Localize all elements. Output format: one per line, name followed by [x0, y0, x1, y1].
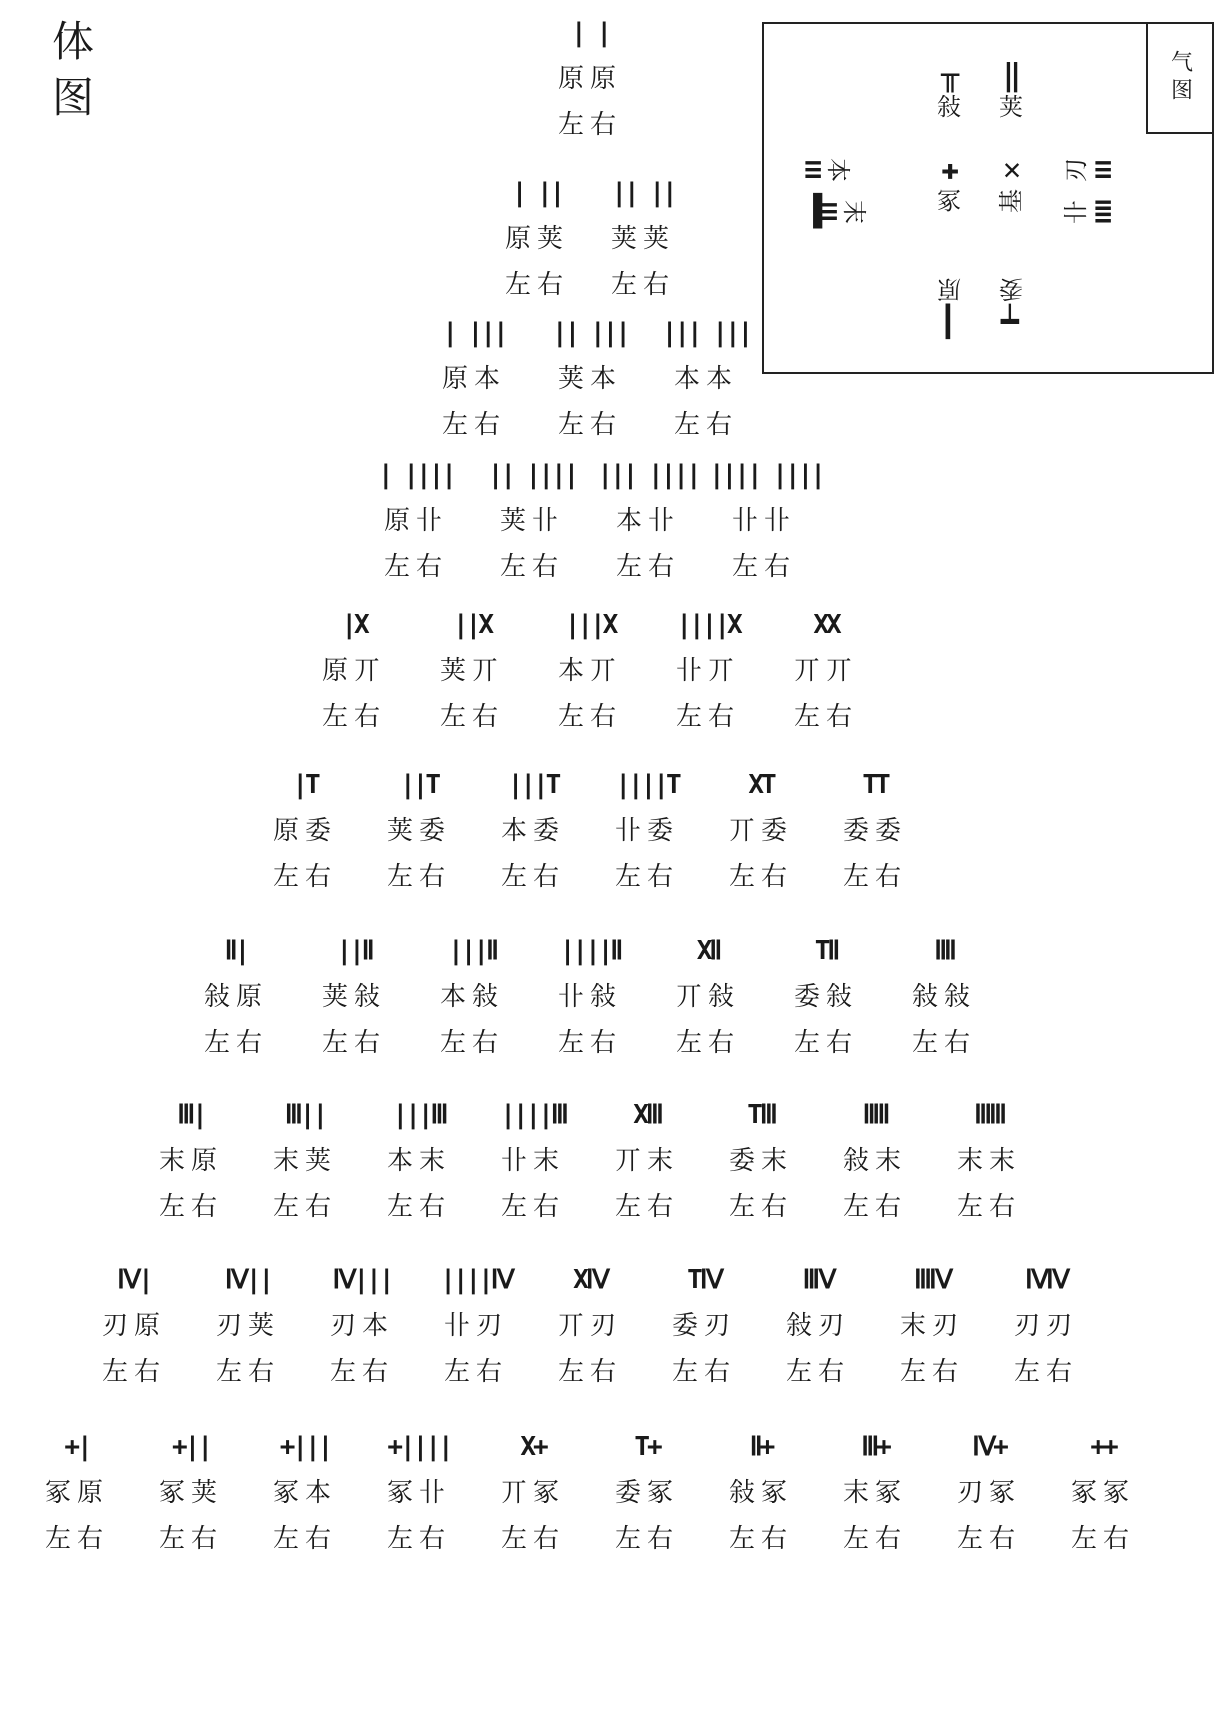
hexagram-cell: [477, 460, 587, 582]
left-right-label: 左右: [728, 1524, 793, 1554]
cell-name: 刃原: [101, 1311, 166, 1341]
title-line-1: 体: [52, 17, 97, 66]
left-right-label: 左右: [842, 1192, 907, 1222]
hexagram-cell: [649, 1265, 759, 1387]
hexagram-cell: [820, 1100, 930, 1222]
hexagram-cell: [592, 1432, 702, 1554]
rod-numeral-glyph: ||| |||: [661, 318, 751, 348]
left-right-label: 左右: [439, 702, 504, 732]
hexagram-cell: [1048, 1432, 1158, 1554]
legend-char: 本: [824, 158, 853, 182]
legend-top-left: [924, 60, 974, 122]
hexagram-cell: [364, 1100, 474, 1222]
hexagram-cell: [820, 770, 930, 892]
cell-name: 委敍: [793, 982, 858, 1012]
left-right-label: 左右: [321, 702, 386, 732]
legend-center-left: [924, 154, 974, 216]
rod-numeral-glyph: ||| ||||: [597, 460, 699, 490]
hexagram-cell: [361, 460, 471, 582]
cell-name: 本委: [500, 816, 565, 846]
cell-name: 丌委: [728, 816, 793, 846]
rod-numeral-glyph: || ||||: [487, 460, 577, 490]
left-right-label: 左右: [383, 552, 448, 582]
rod-numeral-glyph: XX: [813, 610, 839, 640]
rod-numeral-glyph: Ⅳ|: [117, 1265, 151, 1295]
rod-numeral-glyph: XⅡ: [696, 936, 720, 966]
cell-name: 敍冢: [728, 1478, 793, 1508]
hexagram-cell: [364, 1432, 474, 1554]
cell-name: 末荚: [272, 1146, 337, 1176]
hexagram-cell: [136, 1100, 246, 1222]
left-right-label: 左右: [321, 1028, 386, 1058]
legend-glyph: ✚: [940, 152, 958, 187]
hexagram-cell: [588, 178, 698, 300]
cell-name: 刃荚: [215, 1311, 280, 1341]
cell-name: 荚荚: [610, 224, 675, 254]
hexagram-cell: [482, 178, 592, 300]
hexagram-cell: [478, 1432, 588, 1554]
legend-bottom-left: [924, 274, 974, 336]
rod-numeral-glyph: XT: [748, 770, 774, 800]
cell-name: 末末: [956, 1146, 1021, 1176]
page-title: [52, 14, 96, 126]
hexagram-cell: [417, 936, 527, 1058]
rod-numeral-glyph: ⅡⅡ: [934, 936, 954, 966]
legend-char: 原: [937, 275, 961, 303]
cell-name: 本卝: [615, 506, 680, 536]
hexagram-cell: [593, 460, 703, 582]
rod-numeral-glyph: ⅢⅣ: [914, 1265, 950, 1295]
cell-name: 本本: [673, 364, 738, 394]
left-right-label: 左右: [842, 1524, 907, 1554]
hexagram-cell: [417, 610, 527, 732]
cell-name: 卝丌: [675, 656, 740, 686]
legend-char: 末: [840, 200, 869, 224]
rod-numeral-glyph: T+: [634, 1432, 660, 1462]
cell-name: 委末: [728, 1146, 793, 1176]
hexagram-cell: [364, 770, 474, 892]
left-right-label: 左右: [610, 270, 675, 300]
cell-name: 冢本: [272, 1478, 337, 1508]
hexagram-cell: [478, 1100, 588, 1222]
left-right-label: 左右: [158, 1524, 223, 1554]
cell-name: 冢原: [44, 1478, 109, 1508]
rod-numeral-glyph: |||Ⅲ: [392, 1100, 446, 1130]
left-right-label: 左右: [386, 1192, 451, 1222]
rod-numeral-glyph: ⅡⅣ: [802, 1265, 834, 1295]
cell-name: 卝卝: [731, 506, 796, 536]
hexagram-cell: [651, 318, 761, 440]
legend-left-top: [804, 154, 884, 186]
left-right-label: 左右: [215, 1357, 280, 1387]
cell-name: 委冢: [614, 1478, 679, 1508]
rod-numeral-glyph: | ||||: [378, 460, 454, 490]
rod-numeral-glyph: XⅢ: [633, 1100, 661, 1130]
hexagram-cell: [193, 1265, 303, 1387]
rod-numeral-glyph: ⅣⅣ: [1025, 1265, 1067, 1295]
hexagram-cell: [79, 1265, 189, 1387]
left-right-label: 左右: [899, 1357, 964, 1387]
rod-numeral-glyph: || |||: [552, 318, 628, 348]
hexagram-cell: [592, 1100, 702, 1222]
left-right-label: 左右: [500, 862, 565, 892]
legend-char: 委: [999, 275, 1023, 303]
left-right-label: 左右: [439, 1028, 504, 1058]
hexagram-cell: [820, 1432, 930, 1554]
left-right-label: 左右: [158, 1192, 223, 1222]
legend-glyph: ✕: [1002, 152, 1020, 187]
cell-name: 丌刃: [557, 1311, 622, 1341]
legend-glyph: ≡: [804, 152, 821, 187]
left-right-label: 左右: [504, 270, 569, 300]
hexagram-cell: [709, 460, 823, 582]
cell-name: 荚丌: [439, 656, 504, 686]
rod-numeral-glyph: ||||X: [676, 610, 740, 640]
legend-char: 冢: [937, 187, 961, 215]
cell-name: 原委: [272, 816, 337, 846]
legend-char: 刃: [1062, 158, 1090, 182]
left-right-label: 左右: [728, 1192, 793, 1222]
rod-numeral-glyph: | |: [571, 18, 609, 48]
rod-numeral-glyph: XⅣ: [573, 1265, 607, 1295]
hexagram-cell: [934, 1100, 1044, 1222]
hexagram-cell: [299, 610, 409, 732]
cell-name: 委委: [842, 816, 907, 846]
left-right-label: 左右: [203, 1028, 268, 1058]
cell-name: 原本: [441, 364, 506, 394]
hexagram-cell: [991, 1265, 1101, 1387]
cell-name: 卝末: [500, 1146, 565, 1176]
left-right-label: 左右: [671, 1357, 736, 1387]
left-right-label: 左右: [614, 862, 679, 892]
left-right-label: 左右: [793, 1028, 858, 1058]
legend-char: 荚: [999, 93, 1023, 121]
cell-name: 末原: [158, 1146, 223, 1176]
hexagram-cell: [250, 1432, 360, 1554]
hexagram-cell: [181, 936, 291, 1058]
rod-numeral-glyph: ++: [1090, 1432, 1116, 1462]
left-right-label: 左右: [956, 1192, 1021, 1222]
rod-numeral-glyph: ⅡⅢ: [862, 1100, 888, 1130]
rod-numeral-glyph: Ⅲ+: [861, 1432, 889, 1462]
rod-numeral-glyph: |||Ⅱ: [448, 936, 496, 966]
left-right-label: 左右: [1013, 1357, 1078, 1387]
cell-name: 丌丌: [793, 656, 858, 686]
title-line-2: 图: [52, 73, 97, 122]
rod-numeral-glyph: Ⅲ|: [177, 1100, 205, 1130]
cell-name: 敍刃: [785, 1311, 850, 1341]
legend-right-top: [1064, 154, 1144, 186]
qi-diagram-legend: [762, 22, 1214, 374]
cell-name: 卝敍: [557, 982, 622, 1012]
hexagram-cell: [535, 610, 645, 732]
legend-glyph: ╥: [940, 58, 958, 93]
cell-name: 冢冢: [1070, 1478, 1135, 1508]
rod-numeral-glyph: TⅣ: [687, 1265, 721, 1295]
rod-numeral-glyph: +||: [172, 1432, 210, 1462]
rod-numeral-glyph: Ⅱ+: [749, 1432, 773, 1462]
left-right-label: 左右: [615, 552, 680, 582]
legend-glyph: ▐≡: [804, 194, 837, 229]
hexagram-cell: [771, 610, 881, 732]
hexagram-cell: [706, 1100, 816, 1222]
rod-numeral-glyph: ||X: [453, 610, 491, 640]
cell-name: 原荚: [504, 224, 569, 254]
cell-name: 冢卝: [386, 1478, 451, 1508]
rod-numeral-glyph: +|: [64, 1432, 90, 1462]
rod-numeral-glyph: |||| ||||: [709, 460, 823, 490]
cell-name: 荚本: [557, 364, 622, 394]
legend-bottom-right: [986, 274, 1036, 336]
rod-numeral-glyph: +|||: [279, 1432, 331, 1462]
cell-name: 本末: [386, 1146, 451, 1176]
cell-name: 卝委: [614, 816, 679, 846]
left-right-label: 左右: [557, 1028, 622, 1058]
hexagram-cell: [421, 1265, 531, 1387]
rod-numeral-glyph: ⅢⅢ: [974, 1100, 1004, 1130]
hexagram-cell: [877, 1265, 987, 1387]
left-right-label: 左右: [675, 702, 740, 732]
left-right-label: 左右: [499, 552, 564, 582]
rod-numeral-glyph: | ||: [511, 178, 563, 208]
cell-name: 原丌: [321, 656, 386, 686]
cell-name: 荚委: [386, 816, 451, 846]
hexagram-cell: [934, 1432, 1044, 1554]
left-right-label: 左右: [329, 1357, 394, 1387]
left-right-label: 左右: [911, 1028, 976, 1058]
left-right-label: 左右: [731, 552, 796, 582]
left-right-label: 左右: [842, 862, 907, 892]
left-right-label: 左右: [557, 1357, 622, 1387]
rod-numeral-glyph: ||T: [400, 770, 438, 800]
cell-name: 刃冢: [956, 1478, 1021, 1508]
hexagram-cell: [592, 770, 702, 892]
hexagram-cell: [653, 610, 763, 732]
cell-name: 卝刃: [443, 1311, 508, 1341]
left-right-label: 左右: [386, 1524, 451, 1554]
hexagram-cell: [535, 1265, 645, 1387]
left-right-label: 左右: [557, 410, 622, 440]
hexagram-cell: [889, 936, 999, 1058]
hexagram-cell: [706, 770, 816, 892]
legend-glyph: ┯: [1002, 303, 1020, 338]
left-right-label: 左右: [557, 110, 622, 140]
left-right-label: 左右: [557, 702, 622, 732]
rod-numeral-glyph: Ⅱ|: [224, 936, 248, 966]
left-right-label: 左右: [728, 862, 793, 892]
rod-numeral-glyph: ||Ⅱ: [336, 936, 372, 966]
legend-label: 气图: [1146, 24, 1212, 134]
rod-numeral-glyph: ||||Ⅱ: [559, 936, 621, 966]
rod-numeral-glyph: |||X: [564, 610, 616, 640]
left-right-label: 左右: [443, 1357, 508, 1387]
hexagram-cell: [653, 936, 763, 1058]
legend-glyph: ┃: [940, 303, 958, 338]
legend-char: 基: [997, 189, 1025, 213]
cell-name: 丌末: [614, 1146, 679, 1176]
hexagram-cell: [250, 770, 360, 892]
hexagram-cell: [763, 1265, 873, 1387]
rod-numeral-glyph: | |||: [442, 318, 506, 348]
left-right-label: 左右: [785, 1357, 850, 1387]
rod-numeral-glyph: |||T: [507, 770, 559, 800]
rod-numeral-glyph: || ||: [611, 178, 675, 208]
cell-name: 末刃: [899, 1311, 964, 1341]
left-right-label: 左右: [673, 410, 738, 440]
cell-name: 丌冢: [500, 1478, 565, 1508]
hexagram-cell: [771, 936, 881, 1058]
cell-name: 刃本: [329, 1311, 394, 1341]
legend-glyph: ≣: [1094, 194, 1111, 229]
legend-glyph: ‖: [1002, 58, 1020, 93]
left-right-label: 左右: [675, 1028, 740, 1058]
cell-name: 丌敍: [675, 982, 740, 1012]
hexagram-cell: [22, 1432, 132, 1554]
rod-numeral-glyph: ||||T: [615, 770, 679, 800]
rod-numeral-glyph: Ⅳ|||: [332, 1265, 392, 1295]
cell-name: 敍末: [842, 1146, 907, 1176]
cell-name: 原卝: [383, 506, 448, 536]
cell-name: 本敍: [439, 982, 504, 1012]
cell-name: 冢荚: [158, 1478, 223, 1508]
rod-numeral-glyph: Ⅳ||: [224, 1265, 272, 1295]
left-right-label: 左右: [101, 1357, 166, 1387]
left-right-label: 左右: [386, 862, 451, 892]
hexagram-cell: [299, 936, 409, 1058]
rod-numeral-glyph: |T: [292, 770, 318, 800]
cell-name: 敍敍: [911, 982, 976, 1012]
hexagram-cell: [250, 1100, 360, 1222]
cell-name: 敍原: [203, 982, 268, 1012]
hexagram-cell: [535, 936, 645, 1058]
rod-numeral-glyph: Ⅲ||: [284, 1100, 326, 1130]
left-right-label: 左右: [272, 1192, 337, 1222]
hexagram-cell: [478, 770, 588, 892]
left-right-label: 左右: [500, 1524, 565, 1554]
legend-char: 敍: [937, 93, 961, 121]
rod-numeral-glyph: X+: [520, 1432, 546, 1462]
cell-name: 末冢: [842, 1478, 907, 1508]
cell-name: 委刃: [671, 1311, 736, 1341]
cell-name: 荚敍: [321, 982, 386, 1012]
hexagram-cell: [419, 318, 529, 440]
cell-name: 荚卝: [499, 506, 564, 536]
hexagram-cell: [535, 18, 645, 140]
hexagram-cell: [307, 1265, 417, 1387]
rod-numeral-glyph: Ⅳ+: [972, 1432, 1006, 1462]
left-right-label: 左右: [272, 1524, 337, 1554]
left-right-label: 左右: [614, 1524, 679, 1554]
rod-numeral-glyph: |X: [341, 610, 367, 640]
hexagram-cell: [535, 318, 645, 440]
legend-glyph: ≡: [1094, 152, 1111, 187]
rod-numeral-glyph: TⅡ: [814, 936, 838, 966]
left-right-label: 左右: [956, 1524, 1021, 1554]
cell-name: 原原: [557, 64, 622, 94]
rod-numeral-glyph: TT: [862, 770, 888, 800]
legend-char: 卝: [1062, 200, 1090, 224]
legend-left-bottom: [804, 196, 884, 228]
legend-center-right: [986, 154, 1036, 216]
rod-numeral-glyph: TⅢ: [747, 1100, 775, 1130]
left-right-label: 左右: [1070, 1524, 1135, 1554]
left-right-label: 左右: [500, 1192, 565, 1222]
legend-top-right: [986, 60, 1036, 122]
hexagram-cell: [136, 1432, 246, 1554]
rod-numeral-glyph: ||||Ⅲ: [500, 1100, 566, 1130]
rod-numeral-glyph: ||||Ⅳ: [440, 1265, 512, 1295]
left-right-label: 左右: [44, 1524, 109, 1554]
left-right-label: 左右: [614, 1192, 679, 1222]
left-right-label: 左右: [793, 702, 858, 732]
left-right-label: 左右: [441, 410, 506, 440]
hexagram-cell: [706, 1432, 816, 1554]
cell-name: 刃刃: [1013, 1311, 1078, 1341]
cell-name: 本丌: [557, 656, 622, 686]
legend-right-bottom: [1064, 196, 1144, 228]
rod-numeral-glyph: +||||: [387, 1432, 451, 1462]
left-right-label: 左右: [272, 862, 337, 892]
